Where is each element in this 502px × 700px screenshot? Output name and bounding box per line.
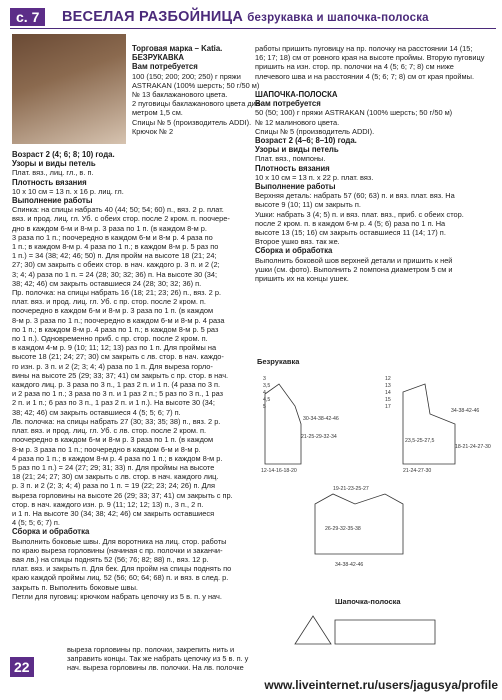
- text-line: Лв. полочка: на спицы набрать 27 (30; 33; 35; 38) п., вяз. 2 р.: [12, 416, 221, 426]
- text-line: Вам потребуется: [132, 62, 198, 72]
- text-line: по 1 п.; в каждом 8-м р. 4 раза по 1 п.; в каждом 8-м р. 5 раз: [12, 324, 219, 334]
- text-line: и 1 п. На высоте 30 (34; 38; 42; 46) см закрыть оставшиеся: [12, 508, 215, 518]
- text-line: Плат. вяз., помпоны.: [255, 154, 326, 164]
- text-line: Узоры и виды петель: [255, 145, 339, 155]
- dim-front-width: 34-38-42-46: [335, 562, 364, 568]
- text-line: Второе ушко вяз. так же.: [255, 237, 340, 247]
- front-piece: [265, 384, 301, 464]
- text-line: 8-м р. 3 раза по 1 п.; поочередно в каждом 6-м и 8-м р.: [12, 444, 201, 454]
- text-line: выреза горловины на высоте 26 (29; 33; 37; 41) см закрыть с пр.: [12, 490, 233, 500]
- text-line: каждого лиц. р. 3 раза по 3 п., 1 раз 2 п. и 1 п. (4 раза по 3 п.: [12, 380, 221, 390]
- text-line: Торговая марка – Katia.: [132, 44, 223, 53]
- text-line: по 1 п.). Одновременно приб. с пр. стор. после 2 кром. п.: [12, 334, 208, 344]
- text-line: р. 3 п. и 2 (2; 3; 4; 4) раза по 1 п. = 19 (22; 23; 24; 26) п. Для: [12, 481, 215, 491]
- dim-armhole: 21-24-27-30: [403, 468, 432, 474]
- text-line: вяз. и прод. лиц. гл. Уб. с обеих стор. после 2 кром. п. поочере-: [12, 214, 230, 224]
- hat-diagram-label: Шапочка-полоска: [335, 597, 401, 606]
- vest-instructions-column: [12, 150, 250, 601]
- text-line: поочередно в каждом 6-м и 8-м р. 3 раза по 1 п. (в каждом: [12, 306, 214, 316]
- text-line: ASTRAKAN (100% шерсть; 50 г/50 м): [132, 80, 260, 90]
- section-tag: с. 7: [10, 8, 45, 26]
- text-line: Выполнить боковой шов верхней детали и пришить к ней: [255, 255, 453, 265]
- text-line: Спицы № 5 (производитель ADDI).: [255, 126, 375, 136]
- text-line: № 13 баклажанового цвета.: [132, 90, 228, 100]
- dim-col-right-3: 14: [385, 390, 391, 396]
- text-line: выреза горловины пр. полочки, закрепить нить и: [67, 645, 235, 654]
- text-line: 4 (5; 5; 6; 7) п.: [12, 518, 60, 528]
- text-line: высоте 18 (21; 24; 27; 30) см закрыть с лв. стор. в нач. каждо-: [12, 352, 224, 362]
- text-line: метром 1,5 см.: [132, 108, 183, 118]
- text-line: вая лв.) на спицы поднять 52 (56; 76; 82; 88) п., вяз. 12 р.: [12, 554, 209, 564]
- text-line: пришить на изн. стор. пр. полочки на 4 (5; 6; 7; 8) см ниже: [255, 62, 454, 72]
- text-line: Плотность вязания: [255, 163, 330, 173]
- vest-instructions-tail: [67, 645, 247, 673]
- text-line: 1 п.; в каждом 8-м р. 4 раза по 1 п.; в каждом 8-м р. 5 раз по: [12, 242, 219, 252]
- text-line: 1 п.) = 34 (38; 42; 46; 50) п. Для пройм на высоте 18 (21; 24;: [12, 251, 217, 261]
- text-line: по краю выреза горловины (начиная с пр. полочки и заканчи-: [12, 545, 223, 555]
- text-line: поочередно в каждом 6-м и 8-м р. 3 раза по 1 п. (в каждом: [12, 435, 214, 445]
- page-header: [10, 8, 496, 29]
- dim-col-left-3: 4: [263, 390, 266, 396]
- text-line: БЕЗРУКАВКА: [132, 53, 185, 63]
- page-number: 22: [10, 657, 34, 677]
- text-line: 3; 4; 4) раза по 1 п. = 24 (28; 30; 32; 36) п. На высоте 30 (34;: [12, 269, 218, 279]
- text-line: 50 (50; 100) г пряжи ASTRAKAN (100% шерсть; 50 г/50 м): [255, 108, 453, 118]
- text-line: плечевого шва и на расстоянии 4 (5; 6; 7; 8) см от края проймы.: [255, 71, 474, 81]
- text-line: Возраст 2 (4; 6; 8; 10) года.: [12, 150, 115, 159]
- watermark-url: www.liveinternet.ru/users/jagusya/profile: [264, 678, 498, 692]
- dim-back-hem: 26-29-32-35-38: [325, 526, 361, 532]
- dim-col-right-5: 17: [385, 404, 391, 410]
- text-line: [255, 81, 495, 90]
- text-line: 27; 30) см закрыть с обеих стор. в нач. каждого р. 3 п. и 2 (2;: [12, 260, 220, 270]
- text-line: высоте 13 (15; 16) см закрыть оставшиеся 11 (14; 17) п.: [255, 228, 446, 238]
- dim-col-right-4: 15: [385, 397, 391, 403]
- dim-col-left-2: 3,5: [263, 383, 271, 389]
- text-line: в каждом 4-м р. 9 (10; 11; 12; 13) раз по 1 п. Для проймы на: [12, 343, 217, 353]
- dim-side: 18-21-24-27-30: [455, 444, 491, 450]
- text-line: Плотность вязания: [12, 177, 87, 187]
- text-line: высоте 9 (10; 11) см закрыть п.: [255, 200, 361, 210]
- text-line: Возраст 2 (4–6; 8–10) года.: [255, 136, 357, 146]
- text-line: Спинка: на спицы набрать 40 (44; 50; 54; 60) п., вяз. 2 р. плат.: [12, 205, 224, 215]
- text-line: Выполнить боковые швы. Для воротника на лиц. стор. работы: [12, 536, 227, 546]
- hat-instructions-column: [255, 44, 495, 283]
- text-line: Вам потребуется: [255, 99, 321, 109]
- dim-back-width: 34-38-42-46: [451, 408, 480, 414]
- text-line: ушки (см. фото). Выполнить 2 помпона диаметром 5 см и: [255, 264, 453, 274]
- model-photo: [12, 34, 126, 144]
- text-line: Ушки: набрать 3 (4; 5) п. и вяз. плат. вяз., приб. с обеих стор.: [255, 209, 464, 219]
- right-piece: [403, 384, 455, 464]
- text-line: нач. выреза горловины лв. полочки. На лв. полочке: [67, 663, 244, 673]
- article-title: [62, 8, 429, 27]
- text-line: 5 раз по 1 п.) = 24 (27; 29; 31; 33) п. Для проймы на высоте: [12, 462, 215, 472]
- text-line: закрыть п. Выполнить боковые швы.: [12, 582, 138, 592]
- text-line: плат. вяз. и прод. лиц. гл. Уб. с лв. стор. после 2 кром. п.: [12, 426, 207, 436]
- text-line: пришить их на концы ушек.: [255, 274, 349, 284]
- text-line: заправить концы. Так же набрать цепочку из 5 в. п. у: [67, 654, 249, 664]
- text-line: Верхняя деталь: набрать 57 (60; 63) п. и вяз. плат. вяз. На: [255, 191, 455, 201]
- vest-intro-column: [132, 44, 263, 136]
- text-line: ШАПОЧКА-ПОЛОСКА: [255, 90, 338, 100]
- text-line: плат. вяз. и прод. лиц. гл. Уб. с пр. стор. после 2 кром. п.: [12, 297, 206, 307]
- pattern-svg: [255, 354, 495, 650]
- text-line: вины на высоте 25 (29; 33; 37; 41) см закрыть с пр. стор. в нач.: [12, 370, 229, 380]
- text-line: стор. в нач. каждого изн. р. 9 (11; 12; 12; 13) п., 3 п., 2 п.: [12, 499, 204, 509]
- dim-col-left-4: 4,5: [263, 397, 271, 403]
- dim-col-right-1: 12: [385, 376, 391, 382]
- text-line: краю каждой проймы лиц. 52 (56; 60; 64; 68) п. и вяз. в след. р.: [12, 573, 229, 583]
- text-line: 16; 17; 18) см от ровного края на высоте проймы. Вторую пуговицу: [255, 53, 485, 63]
- text-line: 38; 42; 46) см закрыть оставшиеся 4 (5; 5; 6; 7) п.: [12, 407, 181, 417]
- text-line: 4 раза по 1 п.; в каждом 8-м р. 4 раза по 1 п.; в каждом 8-м р.: [12, 453, 223, 463]
- text-line: Выполнение работы: [255, 182, 336, 192]
- text-line: 2 п. и 1 п.; 6 раз по 3 п., 1 раз 2 п. и 1 п.). На высоте 30 (34;: [12, 398, 215, 408]
- text-line: Узоры и виды петель: [12, 159, 96, 169]
- text-line: и 2 раза по 1 п.; 3 раза по 3 п. и 1 раз 2 п.; 5 раз по 3 п., 1 раз: [12, 389, 223, 399]
- text-line: Сборка и обработка: [12, 527, 90, 537]
- hat-piece: [295, 616, 435, 644]
- dim-width-left: 30-34-38-42-46: [303, 416, 339, 422]
- text-line: 10 х 10 см = 13 п. х 22 р. плат. вяз.: [255, 172, 374, 182]
- text-line: го изн. р. 3 п. и 2 (2; 3; 4; 4) раза по 1 п. Для выреза горло-: [12, 361, 213, 371]
- dim-col-left-1: 3: [263, 376, 266, 382]
- title-main: ВЕСЕЛАЯ РАЗБОЙНИЦА: [62, 9, 244, 25]
- vest-diagram-label: Безрукавка: [257, 357, 300, 366]
- text-line: Спицы № 5 (производитель ADDI).: [132, 117, 252, 127]
- dim-mid: 21-25-29-32-34: [301, 434, 337, 440]
- text-line: после 2 кром. п. в каждом 6-м р. 4 (5; 6) раза по 1 п. На: [255, 218, 446, 228]
- text-line: дно в каждом 6-м и 8-м р. 3 раза по 1 п. (в каждом 8-м р.: [12, 223, 207, 233]
- text-line: 100 (150; 200; 200; 250) г пряжи: [132, 71, 241, 81]
- text-line: 10 х 10 см = 13 п. х 16 р. лиц. гл.: [12, 186, 124, 196]
- text-line: № 12 малинового цвета.: [255, 117, 340, 127]
- dim-center: 23,5-25-27,5: [405, 438, 435, 444]
- dim-col-right-2: 13: [385, 383, 391, 389]
- pattern-diagrams: [255, 354, 495, 650]
- text-line: Выполнение работы: [12, 196, 93, 206]
- text-line: плат. вяз. и закрыть п. Для бек. Для пройм на спицы поднять по: [12, 564, 232, 574]
- dim-col-left-5: 5: [263, 404, 266, 410]
- text-line: 2 пуговицы баклажанового цвета диа-: [132, 99, 263, 109]
- text-line: Петли для пуговиц: крючком набрать цепочку из 5 в. п. у нач.: [12, 591, 222, 601]
- article-subtitle: безрукавка и шапочка-полоска: [247, 12, 429, 24]
- text-line: Сборка и обработка: [255, 246, 333, 256]
- text-line: Пр. полочка: на спицы набрать 16 (18; 21; 23; 26) п., вяз. 2 р.: [12, 288, 222, 298]
- text-line: 38; 42; 46) см закрыть оставшиеся 24 (28; 30; 32; 36) п.: [12, 278, 202, 288]
- dim-neck: 19-21-23-25-27: [333, 486, 369, 492]
- text-line: 3 раза по 1 п.; поочередно в каждом 6-м и 8-м р. 4 раза по: [12, 232, 213, 242]
- dim-bottom: 12-14-16-18-20: [261, 468, 297, 474]
- text-line: Крючок № 2: [132, 126, 174, 136]
- text-line: работы пришить пуговицу на пр. полочку на расстоянии 14 (15;: [255, 44, 473, 53]
- back-piece: [315, 494, 403, 554]
- text-line: Плат. вяз., лиц. гл., в. п.: [12, 168, 94, 178]
- text-line: 18 (21; 24; 27; 30) см закрыть с лв. стор. в нач. каждого лиц.: [12, 472, 219, 482]
- text-line: 8-м р. 3 раза по 1 п.; поочередно в каждом 6-м и 8-м р. 4 раза: [12, 315, 225, 325]
